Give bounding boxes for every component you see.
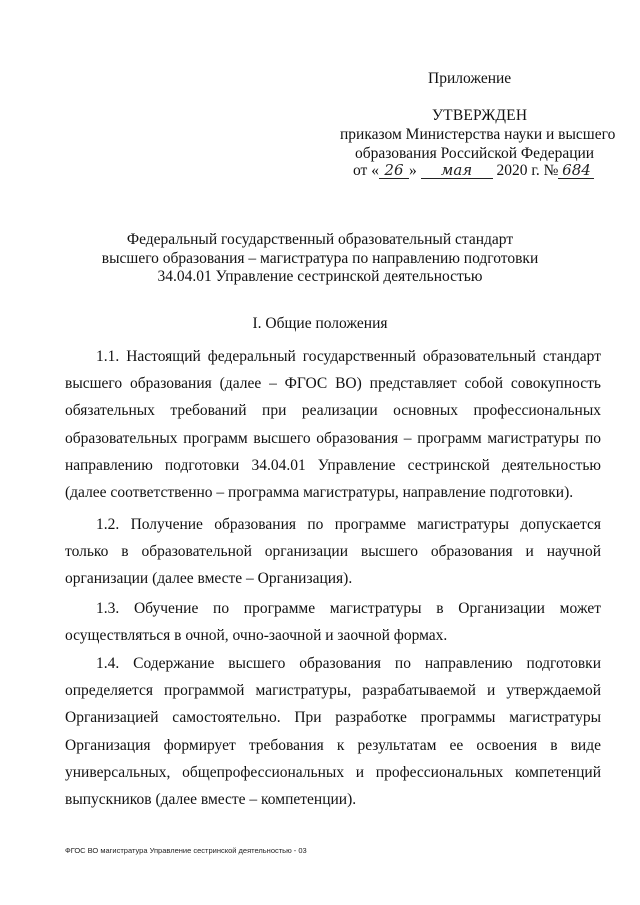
paragraph-2: 1.2. Получение образования по программе магистратуры допускается только в образовательной организации высшего образования и научной организации (далее вместе – Организация). — [65, 516, 601, 588]
section-heading: I. Общие положения — [252, 315, 388, 332]
order-date-line — [353, 162, 594, 180]
appendix-label: Приложение — [428, 70, 512, 87]
title-line-3: 34.04.01 Управление сестринской деятельностью — [157, 268, 483, 285]
approved-label: УТВЕРЖДЕН — [432, 107, 528, 124]
paragraph-4: 1.4. Содержание высшего образования по направлению подготовки определяется программой магистратуры, разрабатываемой и утверждаемой Организацией самостоятельно. При разработке программы магистратуры Организация формирует требования к результатам ее освоения в виде универсальных, общепрофессиональных и профессиональных компетенций выпускников (далее вместе – компетенции). — [65, 655, 601, 809]
date-quote-close: » — [408, 162, 417, 179]
order-line-1: приказом Министерства науки и высшего — [340, 126, 616, 143]
date-year: 2020 г. № — [496, 162, 559, 179]
paragraph-1: 1.1. Настоящий федеральный государственный образовательный стандарт высшего образования (далее – ФГОС ВО) представляет собой совокупность обязательных требований при реализации основных профессиональных образовательных программ высшего образования – программ магистратуры по направлению подготовки 34.04.01 Управление сестринской деятельностью (далее соответственно – программа магистратуры, направление подготовки). — [65, 348, 601, 502]
title-line-2: высшего образования – магистратура по направлению подготовки — [101, 249, 539, 267]
date-prefix: от « — [353, 162, 379, 179]
handwritten-month: мая — [421, 162, 493, 179]
title-line-1: Федеральный государственный образовательный стандарт — [126, 231, 514, 248]
paragraph-3-wrap — [65, 595, 601, 649]
order-line-2: образования Российской Федерации — [355, 145, 595, 162]
document-title — [0, 231, 640, 287]
paragraph-2-wrap — [65, 511, 601, 593]
handwritten-order-number: 684 — [558, 162, 594, 179]
paragraph-3: 1.3. Обучение по программе магистратуры в Организации может осуществляться в очной, очно-заочной и заочной формах. — [65, 600, 601, 645]
paragraph-1-wrap — [65, 343, 601, 506]
footer-text: ФГОС ВО магистратура Управление сестринской деятельностью - 03 — [65, 846, 307, 855]
paragraph-4-wrap — [65, 650, 601, 813]
handwritten-day: 26 — [379, 162, 409, 179]
